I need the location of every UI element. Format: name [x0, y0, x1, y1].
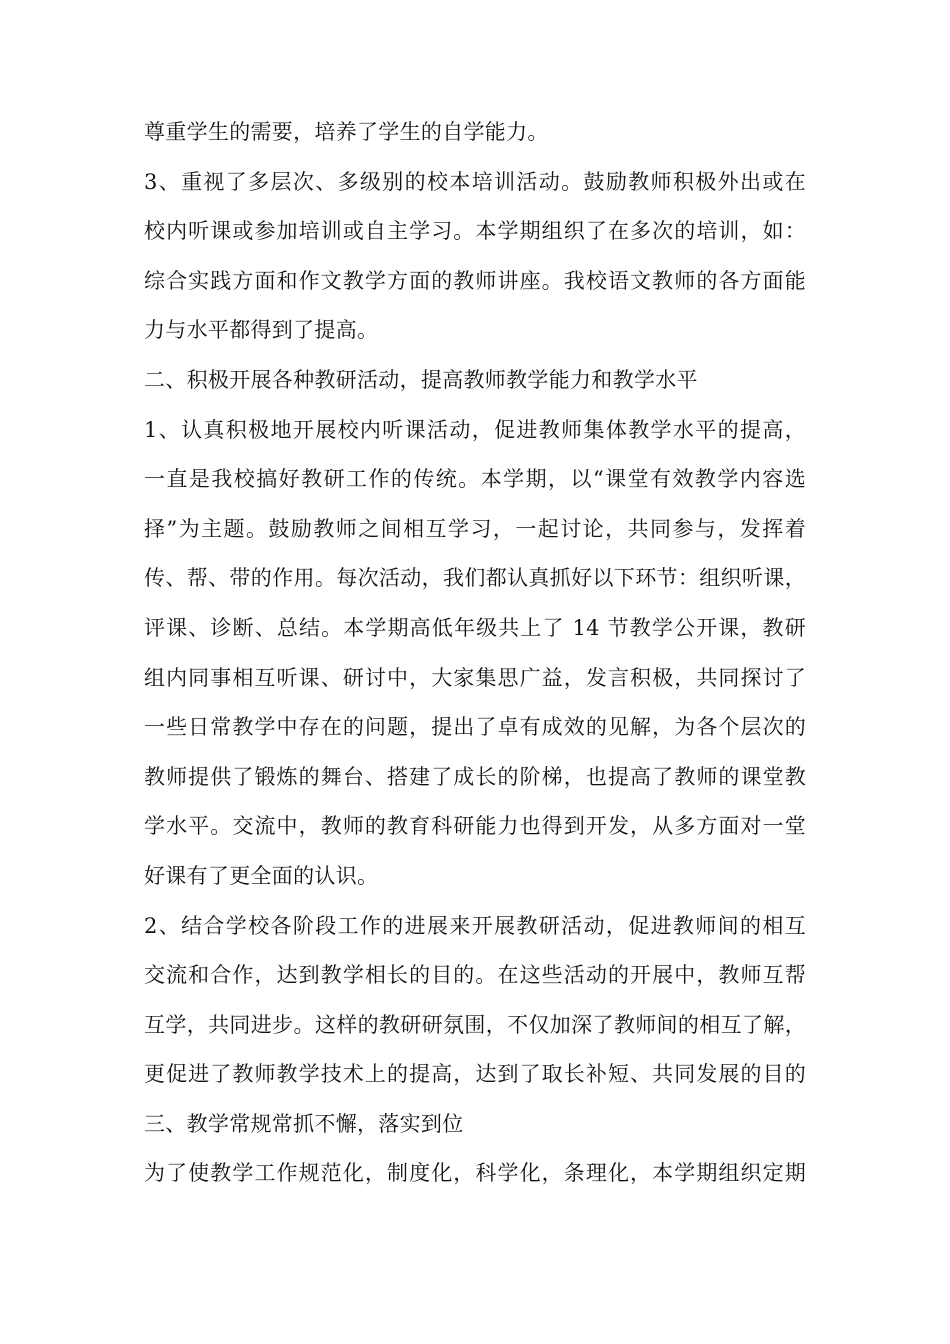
text-line: 一直是我校搞好教研工作的传统。本学期，以“课堂有效教学内容选 — [144, 467, 806, 492]
text-line: 综合实践方面和作文教学方面的教师讲座。我校语文教师的各方面能 — [144, 268, 806, 293]
text-line: 学水平。交流中，教师的教育科研能力也得到开发，从多方面对一堂 — [144, 814, 806, 839]
text-line: 3、重视了多层次、多级别的校本培训活动。鼓励教师积极外出或在 — [144, 169, 806, 194]
text-line: 教师提供了锻炼的舞台、搭建了成长的阶梯，也提高了教师的课堂教 — [144, 764, 806, 789]
text-line: 三、教学常规常抓不懈，落实到位 — [144, 1111, 464, 1136]
text-line: 2、结合学校各阶段工作的进展来开展教研活动，促进教师间的相互 — [144, 913, 806, 938]
text-line: 传、帮、带的作用。每次活动，我们都认真抓好以下环节：组织听课， — [144, 566, 806, 591]
text-line: 尊重学生的需要，培养了学生的自学能力。 — [144, 120, 549, 144]
text-line: 二、积极开展各种教研活动，提高教师教学能力和教学水平 — [144, 367, 698, 392]
text-line: 1、认真积极地开展校内听课活动，促进教师集体教学水平的提高， — [144, 417, 806, 442]
text-line: 评课、诊断、总结。本学期高低年级共上了 14 节教学公开课，教研 — [144, 615, 806, 640]
document-body — [144, 108, 806, 1199]
text-line: 交流和合作，达到教学相长的目的。在这些活动的开展中，教师互帮 — [144, 963, 806, 988]
text-line: 校内听课或参加培训或自主学习。本学期组织了在多次的培训，如： — [144, 219, 806, 244]
text-line: 好课有了更全面的认识。 — [144, 863, 379, 888]
text-line: 择”为主题。鼓励教师之间相互学习，一起讨论，共同参与，发挥着 — [144, 516, 806, 541]
text-line: 力与水平都得到了提高。 — [144, 318, 379, 343]
text-line: 为了使教学工作规范化，制度化，科学化，条理化，本学期组织定期 — [144, 1161, 806, 1186]
text-line: 组内同事相互听课、研讨中，大家集思广益，发言积极，共同探讨了 — [144, 665, 806, 690]
text-line: 一些日常教学中存在的问题，提出了卓有成效的见解，为各个层次的 — [144, 715, 806, 740]
text-line: 更促进了教师教学技术上的提高，达到了取长补短、共同发展的目的 — [144, 1062, 806, 1087]
text-line: 互学，共同进步。这样的教研研氛围，不仅加深了教师间的相互了解， — [144, 1012, 806, 1037]
